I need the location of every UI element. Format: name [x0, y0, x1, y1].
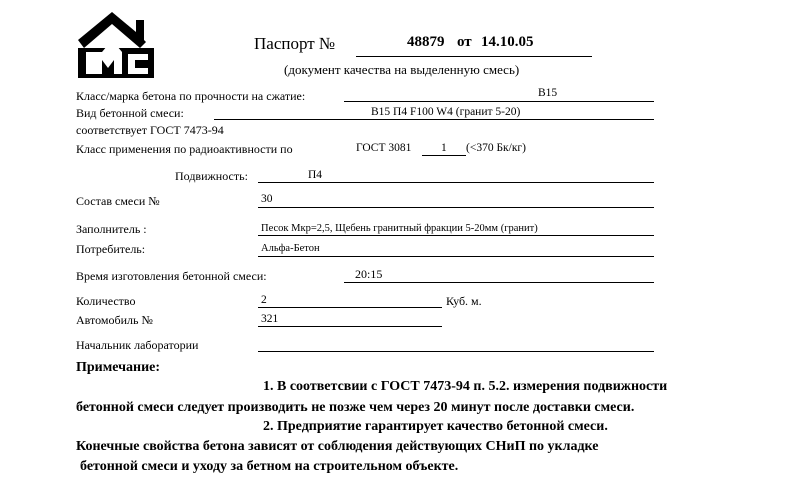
consumer-label: Потребитель: [76, 242, 146, 256]
document-subtitle: (документ качества на выделенную смесь) [284, 62, 520, 77]
radioactivity-class-line-right [448, 155, 466, 156]
quantity-value: 2 [261, 294, 267, 306]
mix-type-value: B15 П4 F100 W4 (гранит 5-20) [371, 106, 521, 118]
time-value: 20:15 [355, 267, 383, 281]
quantity-label: Количество [76, 294, 136, 308]
mobility-label: Подвижность: [175, 169, 248, 183]
note-line-1: 1. В соответсвии с ГОСТ 7473-94 п. 5.2. измерения подвижности [263, 379, 668, 394]
quantity-unit: Куб. м. [446, 294, 482, 308]
passport-number-underline [356, 56, 592, 57]
mobility-value: П4 [308, 169, 323, 181]
time-line [344, 282, 654, 283]
composition-line [258, 207, 654, 208]
strength-class-label: Класс/марка бетона по прочности на сжатие: [76, 89, 306, 103]
passport-from-word: от [457, 34, 472, 50]
composition-label: Состав смеси № [76, 194, 160, 208]
filler-value: Песок Мкр=2,5, Щебень гранитный фракции 5-20мм (гранит) [261, 223, 538, 234]
lab-head-label: Начальник лаборатории [76, 338, 199, 352]
composition-value: 30 [261, 193, 273, 205]
conforms-label: соответствует ГОСТ 7473-94 [76, 123, 224, 137]
mix-type-line [214, 119, 654, 120]
radioactivity-note: (<370 Бк/кг) [466, 142, 526, 154]
radioactivity-gost: ГОСТ 3081 [356, 142, 412, 154]
strength-class-line [344, 101, 654, 102]
passport-number: 48879 [407, 34, 445, 50]
passport-date: 14.10.05 [481, 34, 534, 50]
quantity-line [258, 307, 442, 308]
note-line-5: бетонной смеси и уходу за бетнoм на строительном объекте. [80, 459, 459, 474]
vehicle-label: Автомобиль № [76, 313, 153, 327]
notes-title: Примечание: [76, 360, 161, 375]
consumer-line [258, 256, 654, 257]
radioactivity-label: Класс применения по радиоактивности по [76, 142, 293, 156]
radioactivity-class-line-left [422, 155, 448, 156]
filler-label: Заполнитель : [76, 222, 147, 236]
passport-label: Паспорт № [254, 34, 336, 53]
radioactivity-class: 1 [441, 142, 447, 154]
note-line-4: Конечные свойства бетона зависят от соблюдения действующих СНиП по укладке [76, 439, 599, 454]
filler-line [258, 235, 654, 236]
vehicle-value: 321 [261, 313, 279, 325]
mobility-line [258, 182, 654, 183]
consumer-value: Альфа-Бетон [261, 243, 320, 254]
company-logo [78, 10, 158, 78]
mix-type-label: Вид бетонной смеси: [76, 106, 184, 120]
note-line-3: 2. Предприятие гарантирует качество бетонной смеси. [263, 419, 608, 434]
strength-class-value: B15 [538, 87, 558, 99]
lab-head-signature-line [258, 351, 654, 352]
note-line-2: бетонной смеси следует производить не позже чем через 20 минут после доставки смеси. [76, 400, 635, 415]
vehicle-line [258, 326, 442, 327]
time-label: Время изготовления бетонной смеси: [76, 269, 267, 283]
